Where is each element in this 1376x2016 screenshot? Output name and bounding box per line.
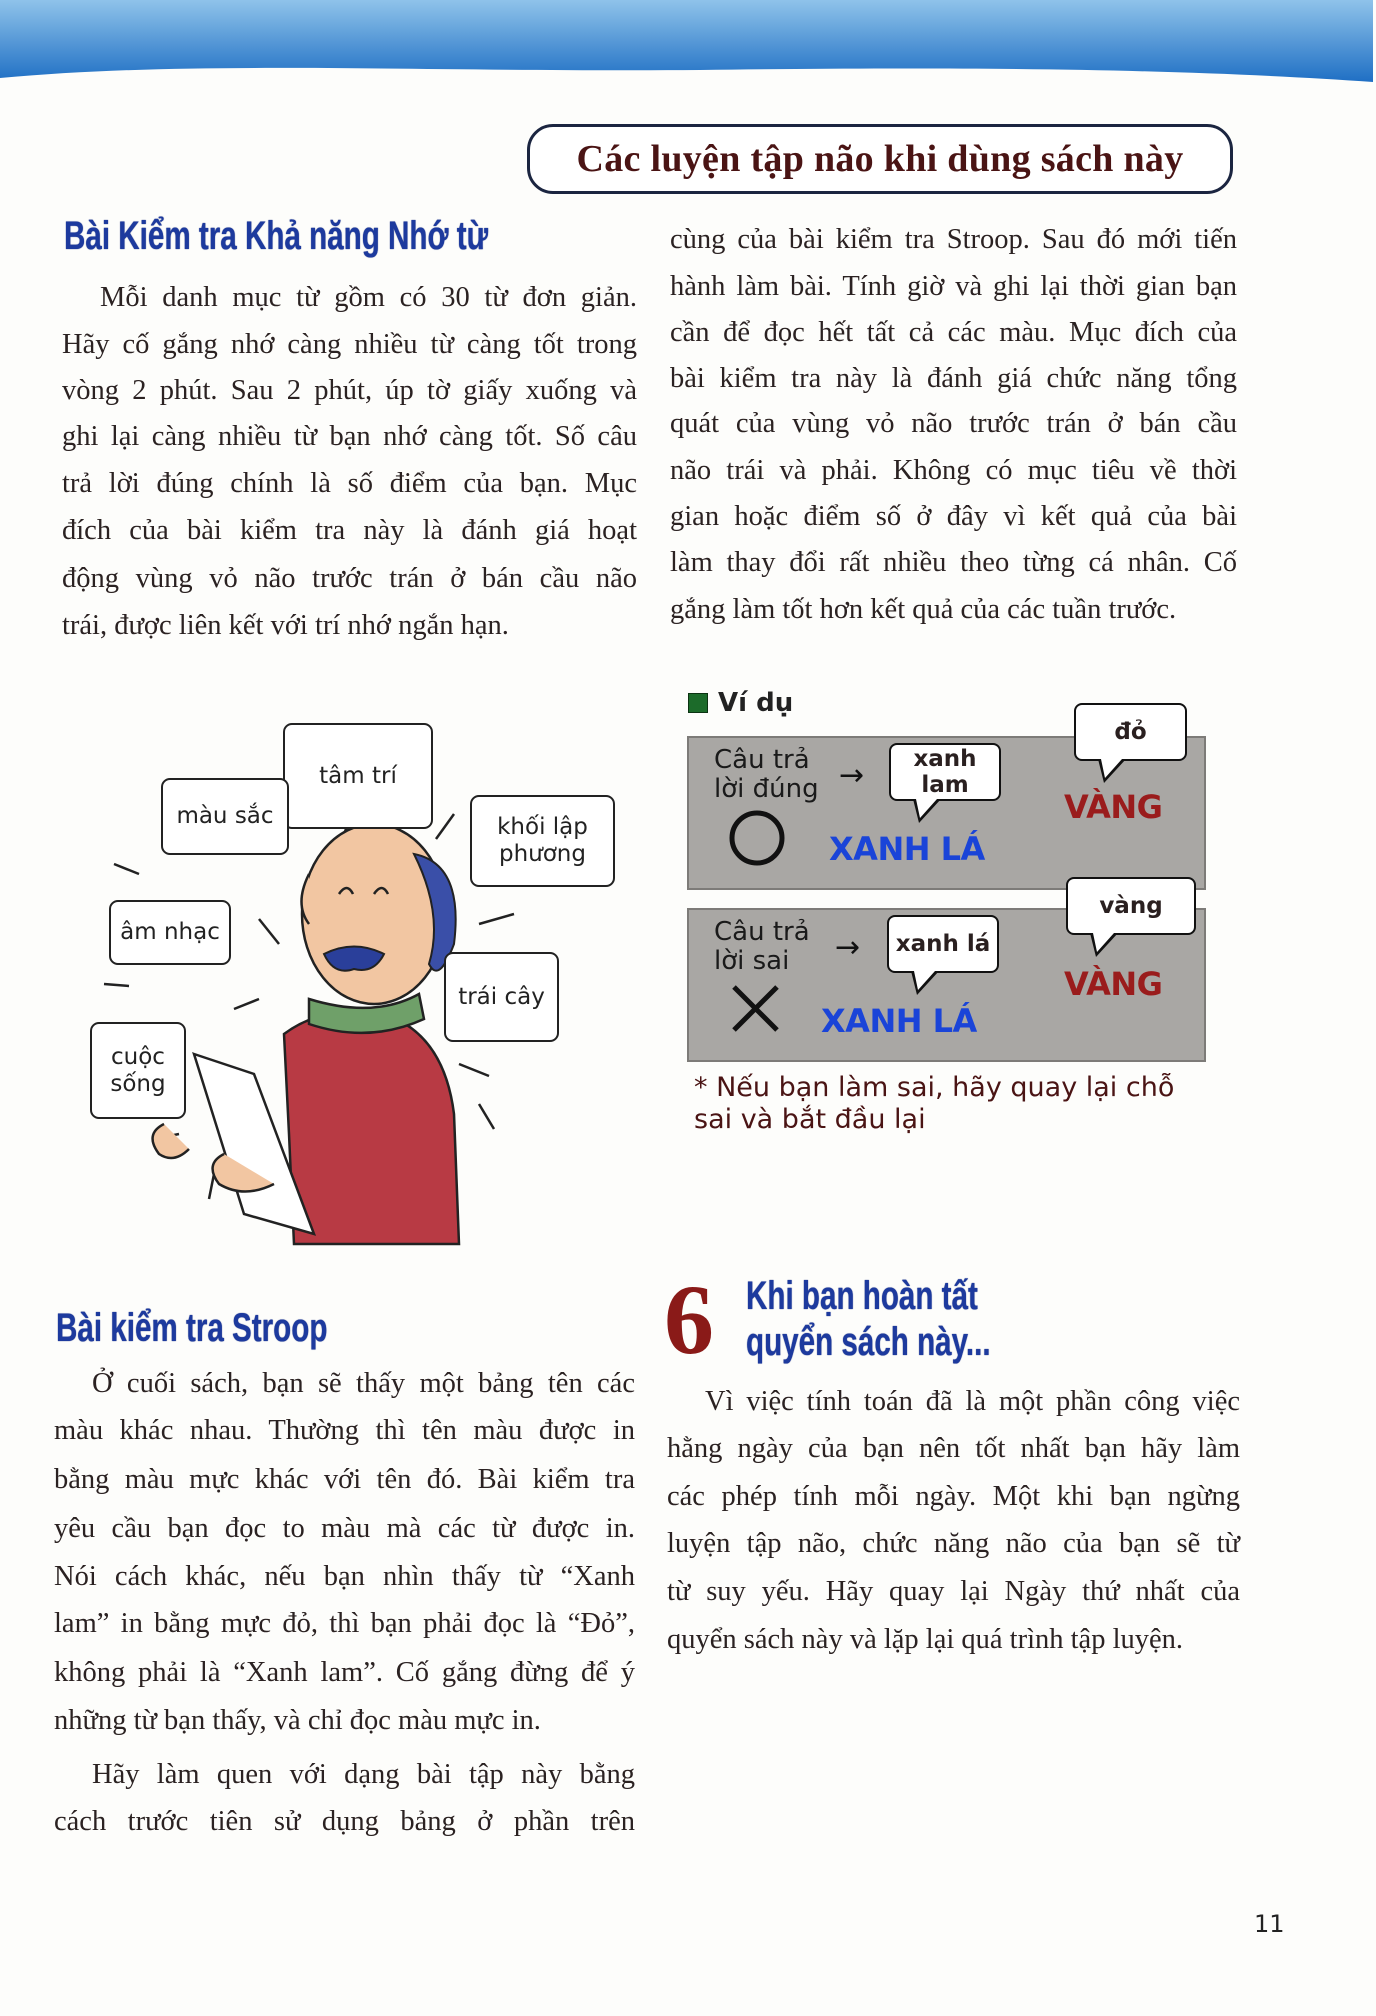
text-line: những từ bạn thấy, và chỉ đọc màu mực in. (54, 1705, 541, 1736)
text-line: cùng của bài kiểm tra Stroop. Sau đó mới tiến (670, 224, 1237, 255)
bubble-cube: khối lập phương (470, 795, 615, 887)
circle-correct-icon (729, 808, 789, 868)
section-title-box (527, 124, 1233, 194)
text-line: trả lời đúng chính là số điểm của bạn. Mục (62, 468, 637, 499)
example-label: Ví dụ (688, 688, 793, 718)
text-line: các phép tính mỗi ngày. Một khi bạn ngừng (667, 1481, 1240, 1512)
speech-bubble-said-2: vàng (1066, 877, 1196, 935)
bubble-fruit: trái cây (444, 952, 559, 1042)
text-line: cần để đọc hết tất cả các màu. Mục đích của (670, 317, 1237, 348)
text-line: làm thay đổi rất nhiều theo từng cá nhân. Cố (670, 547, 1237, 578)
text-line: vòng 2 phút. Sau 2 phút, úp tờ giấy xuống và (62, 375, 637, 406)
finish-heading-line2: quyển sách này... (746, 1320, 991, 1364)
illustration (84, 714, 624, 1254)
example-note: * Nếu bạn làm sai, hãy quay lại chỗ sai và bắt đầu lại (694, 1072, 1175, 1135)
text-line: trái, được liên kết với trí nhớ ngắn hạn. (62, 610, 509, 641)
stroop-heading: Bài kiểm tra Stroop (56, 1306, 328, 1350)
green-square-icon (688, 693, 708, 713)
bubble-life: cuộc sống (90, 1022, 186, 1119)
arrow-icon: → (835, 930, 861, 965)
bubble-music: âm nhạc (109, 900, 231, 965)
speech-bubble-said: xanh lam (889, 743, 1001, 801)
speech-bubble-said: xanh lá (887, 915, 999, 973)
text-line: từ suy yếu. Hãy quay lại Ngày thứ nhất của (667, 1576, 1240, 1607)
text-line: quát của vùng vỏ não trước trán ở bán cầu (670, 408, 1237, 439)
text-line: hành làm bài. Tính giờ và ghi lại thời gian bạn (670, 271, 1237, 302)
text-line: lam” in bằng mực đỏ, thì bạn phải đọc là “Đỏ”, (54, 1608, 635, 1639)
speech-bubble-said-2: đỏ (1074, 703, 1187, 761)
stroop-word-blue: XANH LÁ (829, 830, 985, 868)
bubble-mind: tâm trí (283, 723, 433, 829)
bubble-color: màu sắc (161, 778, 289, 855)
text-line: quyển sách này và lặp lại quá trình tập luyện. (667, 1624, 1184, 1655)
text-line: Mỗi danh mục từ gồm có 30 từ đơn giản. (100, 282, 637, 313)
text-line: cách trước tiên sử dụng bảng ở phần trên (54, 1806, 635, 1837)
finish-heading-line1: Khi bạn hoàn tất (746, 1274, 978, 1318)
text-line: bằng màu mực khác với tên đó. Bài kiểm tra (54, 1464, 635, 1495)
text-line: Vì việc tính toán đã là một phần công việc (705, 1386, 1240, 1417)
wrong-label: Câu trả lời sai (714, 917, 810, 976)
text-line: hằng ngày của bạn nên tốt nhất bạn hãy làm (667, 1433, 1240, 1464)
stroop-word-red: VÀNG (1064, 965, 1163, 1003)
text-line: đích của bài kiểm tra này là đánh giá hoạt (62, 515, 637, 546)
correct-label: Câu trả lời đúng (714, 745, 819, 804)
text-line: Hãy làm quen với dạng bài tập này bằng (92, 1759, 635, 1790)
text-line: Nói cách khác, nếu bạn nhìn thấy từ “Xanh (54, 1561, 635, 1592)
text-line: động vùng vỏ não trước trán ở bán cầu não (62, 563, 637, 594)
stroop-word-red: VÀNG (1064, 788, 1163, 826)
cross-wrong-icon (729, 982, 784, 1037)
section-number: 6 (664, 1264, 714, 1375)
text-line: Ở cuối sách, bạn sẽ thấy một bảng tên các (92, 1368, 635, 1399)
text-line: não trái và phải. Không có mục tiêu về thời (670, 455, 1237, 486)
text-line: gian hoặc điểm số ở đây vì kết quả của bài (670, 501, 1237, 532)
arrow-icon: → (839, 758, 865, 793)
page-number: 11 (1254, 1910, 1285, 1938)
text-line: luyện tập não, chức năng não của bạn sẽ từ (667, 1528, 1240, 1559)
text-line: Hãy cố gắng nhớ càng nhiều từ càng tốt trong (62, 329, 637, 360)
text-line: bài kiểm tra này là đánh giá chức năng tổng (670, 363, 1237, 394)
section-title: Các luyện tập não khi dùng sách này (576, 138, 1184, 180)
text-line: không phải là “Xanh lam”. Cố gắng đừng để ý (54, 1657, 635, 1688)
memory-test-heading: Bài Kiểm tra Khả năng Nhớ từ (64, 214, 489, 258)
text-line: màu khác nhau. Thường thì tên màu được in (54, 1415, 635, 1446)
text-line: ghi lại càng nhiều từ bạn nhớ càng tốt. Số câu (62, 421, 637, 452)
stroop-word-blue: XANH LÁ (821, 1002, 977, 1040)
text-line: gắng làm tốt hơn kết quả của các tuần trước. (670, 594, 1177, 625)
text-line: yêu cầu bạn đọc to màu mà các từ được in. (54, 1513, 635, 1544)
header-band (0, 0, 1376, 90)
